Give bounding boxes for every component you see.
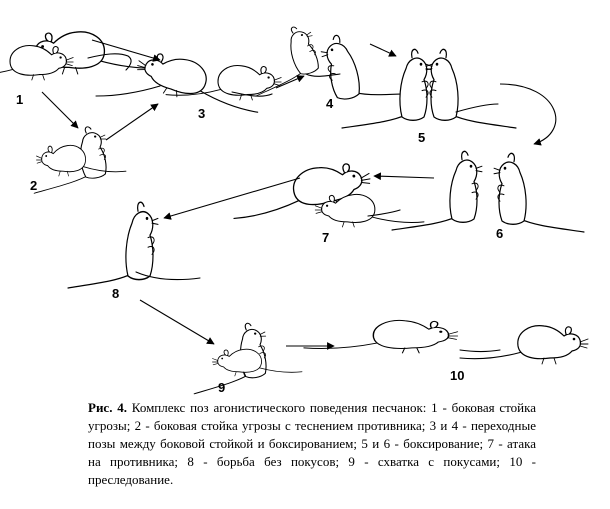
stage-8-drawing: [68, 202, 200, 288]
stage-label-3: 3: [198, 106, 206, 121]
stage-label-2: 2: [30, 178, 38, 193]
arrow-5-to-6: [500, 84, 556, 144]
arrow-8-to-9: [140, 300, 214, 344]
stage-label-8: 8: [112, 286, 120, 301]
caption-text: Комплекс поз агонистического поведения песчанок: 1 - боковая стойка угрозы; 2 - боковая стойка угрозы с теснением противника; 3 и 4 - переходные позы между боковой стойкой и боксированием; 5 и 6 - боксирование; 7 - атака на противника; 8 - борьба без покусов; 9 - схватка с покусами; 10 - преследование.: [88, 400, 536, 487]
stage-label-6: 6: [496, 226, 504, 241]
figure-caption: [88, 399, 536, 489]
stage-label-5: 5: [418, 130, 426, 145]
arrow-7-to-8: [164, 178, 300, 218]
stage-3-drawing: [96, 48, 281, 118]
stage-7-drawing: [228, 159, 424, 227]
stage-2-drawing: [23, 124, 126, 193]
stage-9-drawing: [183, 321, 302, 394]
stage-label-10: 10: [450, 368, 465, 383]
arrow-2-to-3: [106, 104, 158, 140]
stage-label-4: 4: [326, 96, 334, 111]
arrow-4-to-5: [370, 44, 396, 56]
stage-label-1: 1: [16, 92, 24, 107]
stage-10-drawing: [304, 320, 588, 364]
stage-6-drawing: [392, 151, 584, 232]
arrow-6-to-7: [374, 176, 434, 178]
stage-label-9: 9: [218, 380, 226, 395]
caption-lead: Рис. 4.: [88, 400, 127, 415]
stage-1-drawing: [0, 32, 168, 80]
arrow-1-to-2: [42, 92, 78, 128]
stage-label-7: 7: [322, 230, 330, 245]
stage-5-drawing: [342, 49, 516, 128]
